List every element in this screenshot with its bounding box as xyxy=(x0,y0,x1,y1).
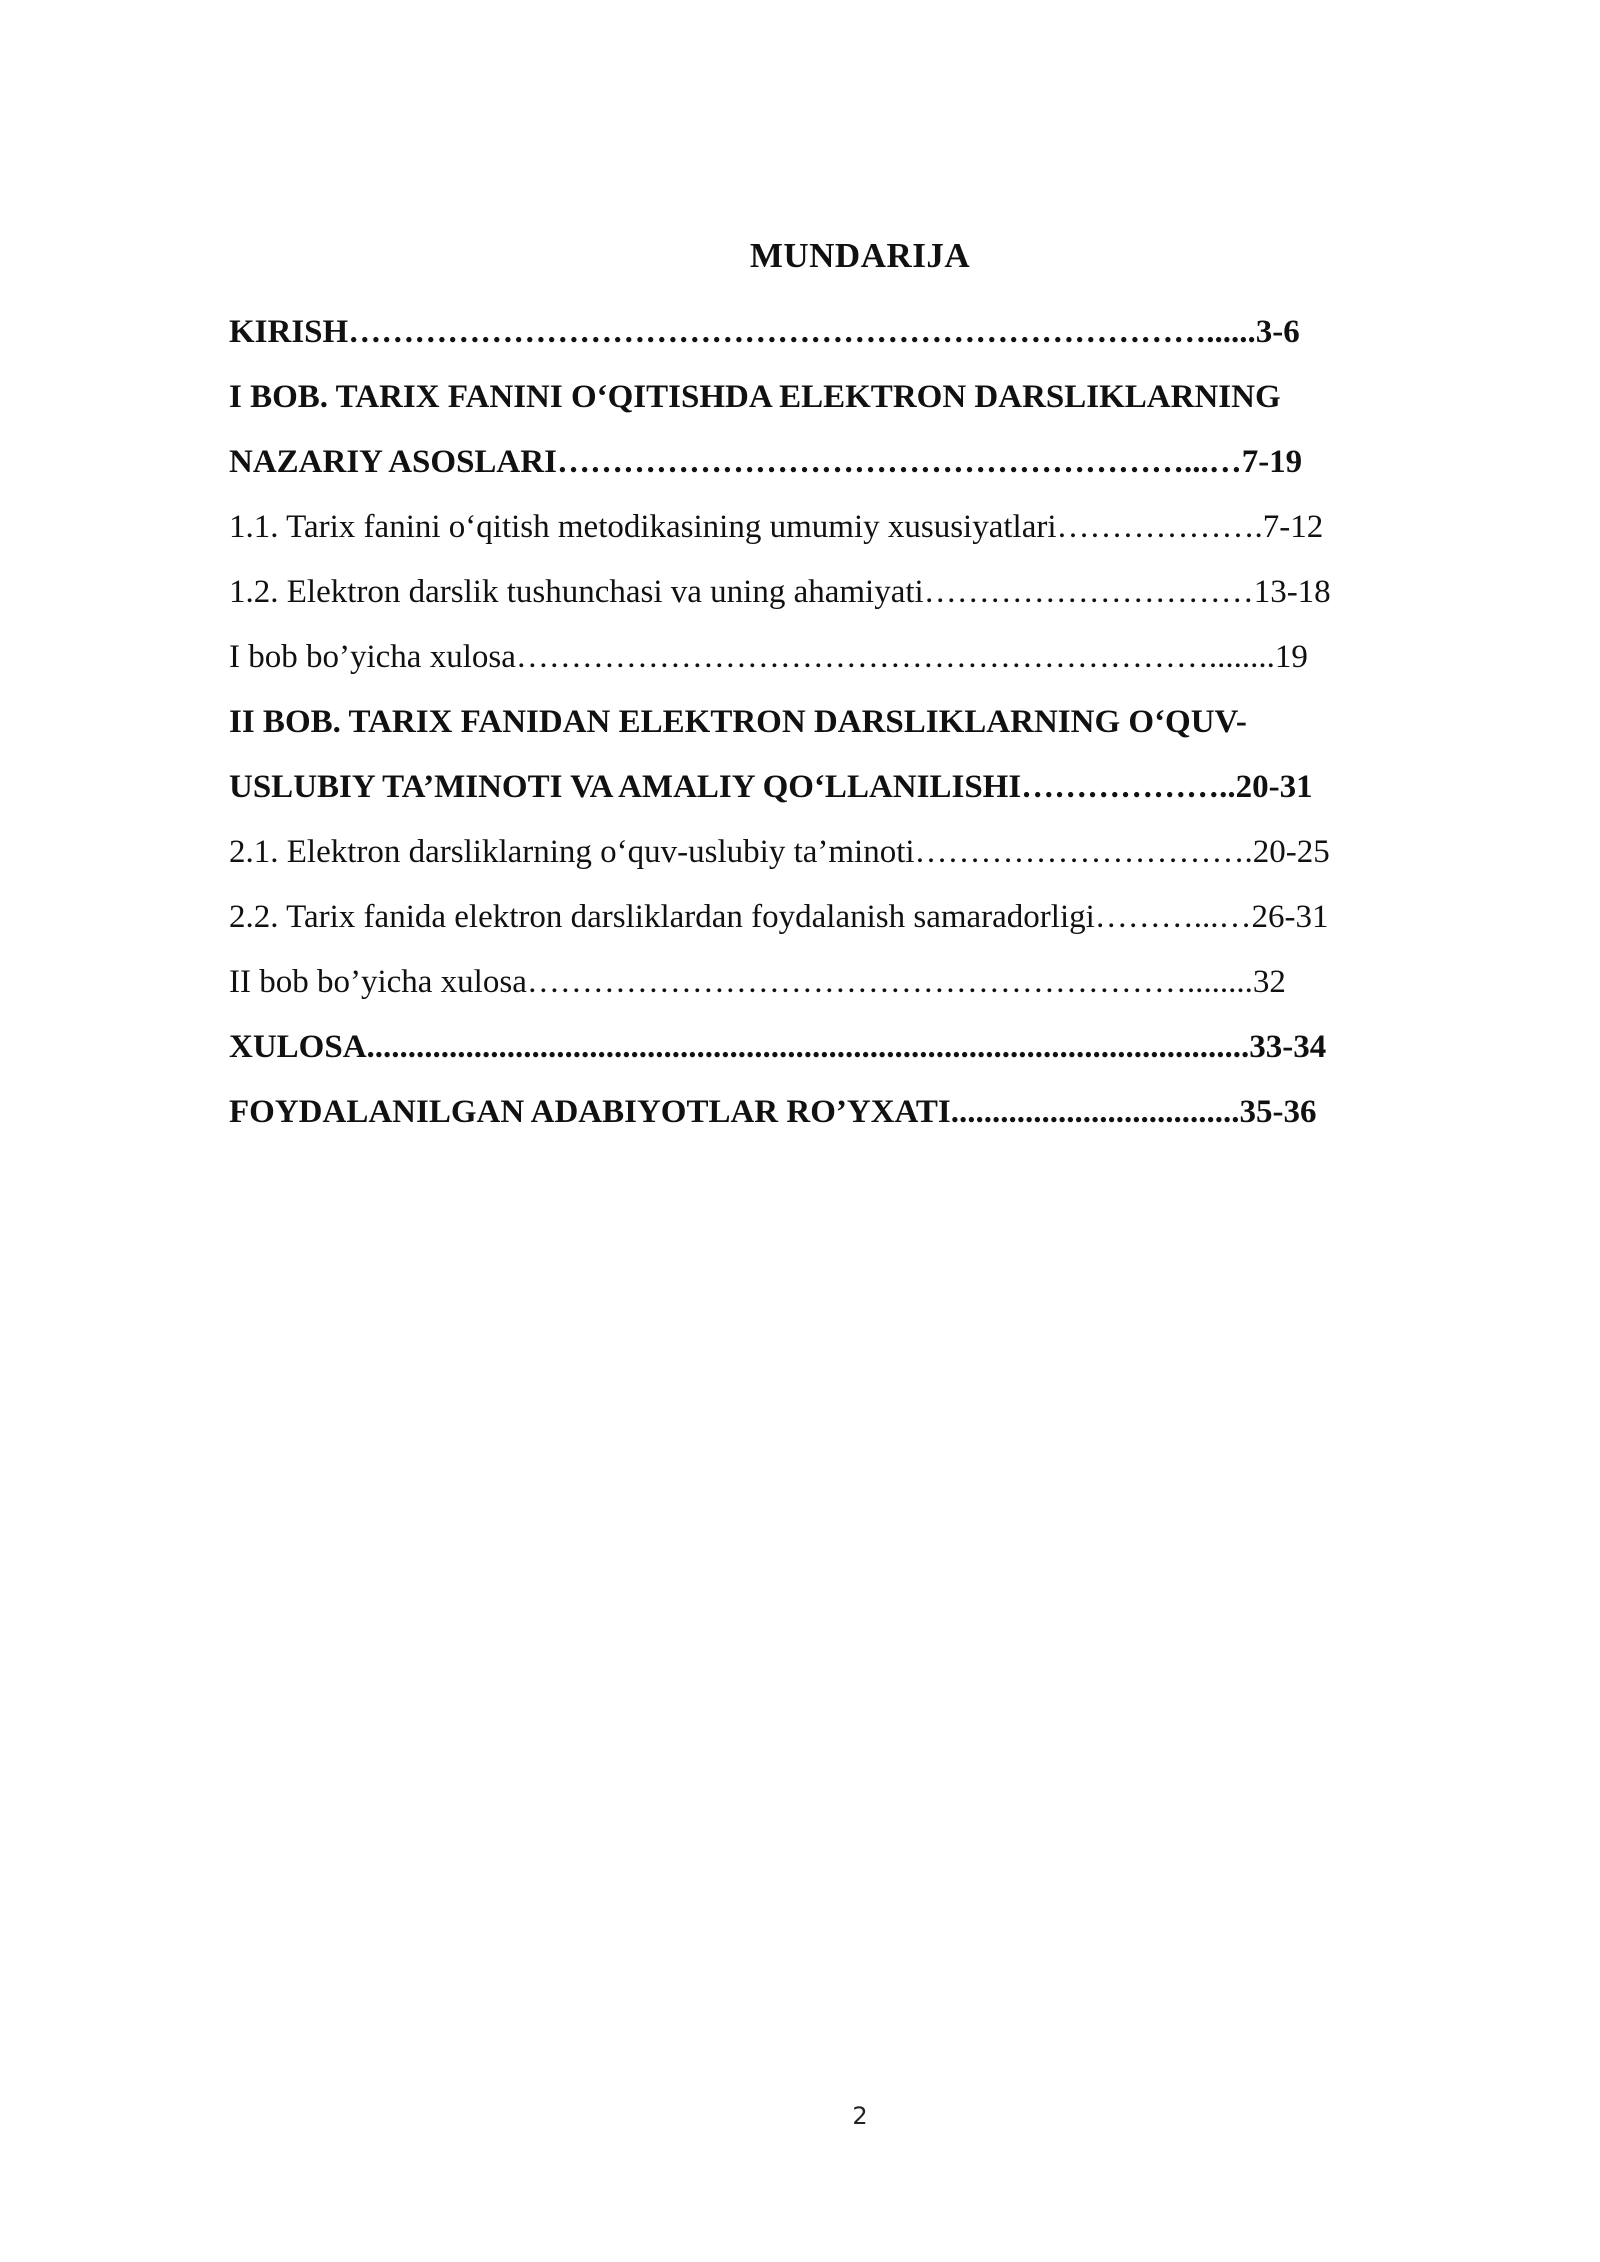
page-number: 2 xyxy=(852,2102,868,2130)
toc-entry-kirish: KIRISH……………………………………………………………………......3-6 xyxy=(229,314,1300,350)
toc-entry-chapter-2-conclusion: II bob bo’yicha xulosa……………………………………………………........32 xyxy=(229,964,1286,1000)
toc-entry-section-1-2: 1.2. Elektron darslik tushunchasi va uning ahamiyati…………………………13-18 xyxy=(229,574,1331,610)
toc-entry-xulosa: XULOSA...........................................................................................................33-34 xyxy=(229,1029,1327,1065)
toc-entry-chapter-1-title-cont: NAZARIY ASOSLARI…………………………………………………...…7-19 xyxy=(229,444,1303,480)
toc-entry-section-2-2: 2.2. Tarix fanida elektron darsliklardan foydalanish samaradorligi………...…26-31 xyxy=(229,899,1329,935)
toc-entry-section-1-1: 1.1. Tarix fanini o‘qitish metodikasining umumiy xususiyatlari……………….7-12 xyxy=(229,509,1324,545)
toc-entry-chapter-2-title: II BOB. TARIX FANIDAN ELEKTRON DARSLIKLARNING O‘QUV- xyxy=(229,704,1247,740)
toc-entry-chapter-2-title-cont: USLUBIY TA’MINOTI VA AMALIY QO‘LLANILISHI………………..20-31 xyxy=(229,769,1313,805)
toc-title: MUNDARIJA xyxy=(749,236,971,275)
toc-entry-chapter-1-title: I BOB. TARIX FANINI O‘QITISHDA ELEKTRON DARSLIKLARNING xyxy=(229,379,1281,415)
toc-entry-chapter-1-conclusion: I bob bo’yicha xulosa………………………………………………………........19 xyxy=(229,639,1308,675)
toc-entry-section-2-1: 2.1. Elektron darsliklarning o‘quv-uslubiy ta’minoti………………………….20-25 xyxy=(229,834,1330,870)
table-of-contents xyxy=(229,300,1529,1145)
toc-entry-references: FOYDALANILGAN ADABIYOTLAR RO’YXATI...................................35-36 xyxy=(229,1094,1317,1130)
